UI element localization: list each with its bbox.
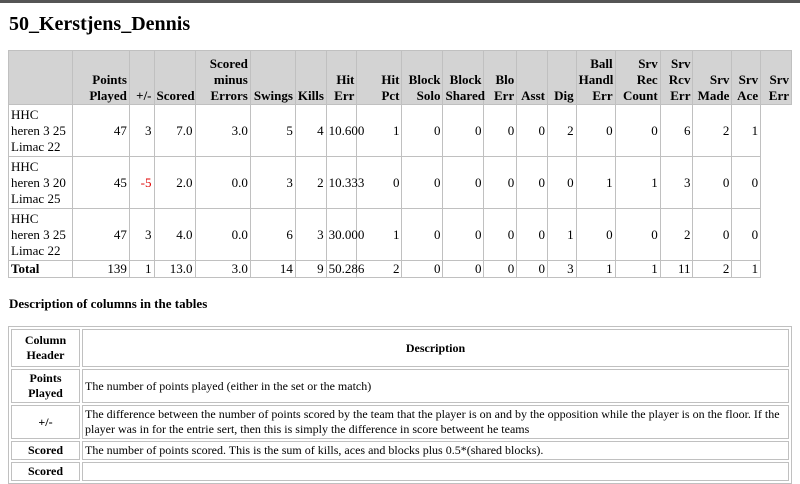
cell-block-shared: 0 [443,261,484,278]
cell-hit-err: 30.000 [326,209,357,261]
header-line: Rcv [668,72,691,87]
match-line: heren 3 20 [11,174,66,190]
header-line: Ball [590,56,613,71]
cell-kills: 9 [295,261,326,278]
column-name-line: +/- [38,414,53,429]
cell-scored: 2.0 [154,157,195,209]
cell-plus-minus: 1 [129,261,154,278]
cell-scored: 13.0 [154,261,195,278]
header-line: Block [408,72,441,87]
header-line: Kills [297,88,324,103]
cell-asst: 0 [517,261,548,278]
header-line: Asst [521,88,545,103]
header-srv-ace [732,51,761,105]
cell-asst: 0 [517,105,548,157]
description-heading: Description of columns in the tables [9,296,208,311]
header-line: Handl [578,72,614,87]
cell-srv-rec-count: 1 [615,157,660,209]
match-cell [9,209,73,261]
header-line: Ace [737,88,759,103]
cell-points-played: 139 [72,261,129,278]
cell-srv-rcv-err: 6 [660,105,693,157]
match-line: heren 3 25 [11,226,66,242]
header-block-solo [402,51,443,105]
header-ball-handl-err [576,51,615,105]
cell-scored: 4.0 [154,209,195,261]
cell-srv-ace: 1 [732,105,761,157]
header-asst [517,51,548,105]
cell-hit-err: 10.333 [326,157,357,209]
description-row [11,441,789,460]
match-line: HHC [11,210,39,226]
description-row [11,369,789,403]
column-name-line: Scored [27,443,64,457]
cell-hit-pct: 1 [357,209,402,261]
header-line: Pct [381,88,400,103]
cell-srv-rcv-err: 3 [660,157,693,209]
header-line: Srv [670,56,691,71]
cell-asst: 0 [517,209,548,261]
description-heading-cell: Description [82,329,789,367]
description-table [8,326,792,484]
description-column-name [11,462,80,481]
total-label [9,261,73,278]
cell-block-solo: 0 [402,209,443,261]
header-scored [154,51,195,105]
header-line: Errors [210,88,248,103]
cell-blo-err: 0 [484,261,517,278]
description-column-name [11,369,80,403]
match-cell [9,157,73,209]
cell-points-played: 47 [72,209,129,261]
header-match [9,51,73,105]
cell-blo-err: 0 [484,209,517,261]
cell-dig: 3 [547,261,576,278]
description-text: The difference between the number of points scored by the team that the player is on and by the opposition while the player is on the floor. If the player was in for the entrie sert, then this is simply the difference in score betweent he teams [82,405,789,439]
cell-swings: 3 [250,157,295,209]
cell-srv-made: 2 [693,105,732,157]
header-blo-err [484,51,517,105]
cell-dig: 1 [547,209,576,261]
cell-srv-ace: 0 [732,157,761,209]
column-header-line: Column [24,333,67,347]
header-line: Srv [638,56,658,71]
match-line: heren 3 25 [11,122,66,138]
cell-swings: 14 [250,261,295,278]
cell-ball-handl-err: 0 [576,209,615,261]
cell-block-solo: 0 [402,157,443,209]
header-line: Err [592,88,613,103]
header-hit-err [326,51,357,105]
match-cell [9,105,73,157]
header-line: Blo [495,72,515,87]
cell-block-shared: 0 [443,209,484,261]
cell-scored-minus-errors: 3.0 [195,261,250,278]
cell-kills: 2 [295,157,326,209]
header-srv-rcv-err [660,51,693,105]
cell-block-solo: 0 [402,105,443,157]
header-srv-rec-count [615,51,660,105]
description-text: The number of points played (either in the set or the match) [82,369,789,403]
header-hit-pct [357,51,402,105]
header-line: Made [697,88,730,103]
match-line: Total [11,261,40,276]
cell-dig: 0 [547,157,576,209]
cell-dig: 2 [547,105,576,157]
column-header-heading [11,329,80,367]
stats-table [8,50,792,278]
cell-scored-minus-errors: 0.0 [195,157,250,209]
description-row [11,462,789,481]
header-line: Err [334,88,355,103]
cell-asst: 0 [517,157,548,209]
header-line: Srv [769,72,789,87]
cell-srv-ace: 1 [732,261,761,278]
header-line: Err [494,88,515,103]
header-line: Count [623,88,658,103]
header-line: Hit [381,72,400,87]
top-bar [0,0,800,3]
header-dig [547,51,576,105]
cell-blo-err: 0 [484,157,517,209]
header-plus-minus [129,51,154,105]
table-row [9,157,792,209]
table-row [9,209,792,261]
header-block-shared [443,51,484,105]
cell-srv-rcv-err: 2 [660,209,693,261]
cell-plus-minus: -5 [129,157,154,209]
cell-block-shared: 0 [443,105,484,157]
match-line: Limac 25 [11,190,61,206]
header-swings [250,51,295,105]
cell-srv-rec-count: 0 [615,209,660,261]
table-row [9,105,792,157]
cell-hit-pct: 2 [357,261,402,278]
header-line: Swings [253,88,293,103]
cell-hit-err: 50.286 [326,261,357,278]
match-line: HHC [11,158,39,174]
cell-points-played: 47 [72,105,129,157]
cell-scored-minus-errors: 3.0 [195,105,250,157]
cell-hit-err: 10.600 [326,105,357,157]
cell-ball-handl-err: 0 [576,105,615,157]
column-name-line: Points [29,371,62,385]
header-kills [295,51,326,105]
column-header-line: Header [26,348,65,362]
header-srv-err [761,51,792,105]
total-row [9,261,792,278]
header-line: Srv [709,72,730,87]
header-line: Scored [209,56,248,71]
cell-points-played: 45 [72,157,129,209]
header-line: Points [92,72,127,87]
header-line: Shared [445,88,485,103]
match-line: HHC [11,106,39,122]
cell-kills: 3 [295,209,326,261]
header-line: +/- [136,88,152,103]
description-row [11,405,789,439]
header-points-played [72,51,129,105]
header-line: Played [89,88,127,103]
header-line: Srv [738,72,759,87]
header-line: Hit [336,72,355,87]
header-scored-minus-errors [195,51,250,105]
stats-header-row [9,51,792,105]
page-title: 50_Kerstjens_Dennis [9,13,191,35]
cell-block-solo: 0 [402,261,443,278]
cell-swings: 5 [250,105,295,157]
match-line: Limac 22 [11,138,61,154]
column-name-line: Scored [27,464,64,478]
match-line: Limac 22 [11,242,61,258]
description-text [82,462,789,481]
header-line: Scored [156,88,195,103]
cell-ball-handl-err: 1 [576,157,615,209]
column-name-line: Played [28,386,63,400]
header-line: Err [768,88,789,103]
cell-blo-err: 0 [484,105,517,157]
header-line: Rec [636,72,658,87]
cell-plus-minus: 3 [129,209,154,261]
description-column-name [11,405,80,439]
header-line: Solo [416,88,441,103]
cell-srv-rec-count: 1 [615,261,660,278]
cell-block-shared: 0 [443,157,484,209]
header-srv-made [693,51,732,105]
cell-srv-rec-count: 0 [615,105,660,157]
description-text: The number of points scored. This is the sum of kills, aces and blocks plus 0.5*(shared blocks). [82,441,789,460]
cell-hit-pct: 0 [357,157,402,209]
description-column-name [11,441,80,460]
cell-scored: 7.0 [154,105,195,157]
cell-plus-minus: 3 [129,105,154,157]
cell-scored-minus-errors: 0.0 [195,209,250,261]
header-line: minus [213,72,248,87]
cell-swings: 6 [250,209,295,261]
cell-srv-made: 0 [693,157,732,209]
cell-srv-ace: 0 [732,209,761,261]
description-header-row [11,329,789,367]
cell-kills: 4 [295,105,326,157]
header-line: Dig [554,88,574,103]
cell-hit-pct: 1 [357,105,402,157]
header-line: Err [670,88,691,103]
cell-srv-rcv-err: 11 [660,261,693,278]
cell-srv-made: 2 [693,261,732,278]
header-line: Block [449,72,482,87]
cell-ball-handl-err: 1 [576,261,615,278]
cell-srv-made: 0 [693,209,732,261]
